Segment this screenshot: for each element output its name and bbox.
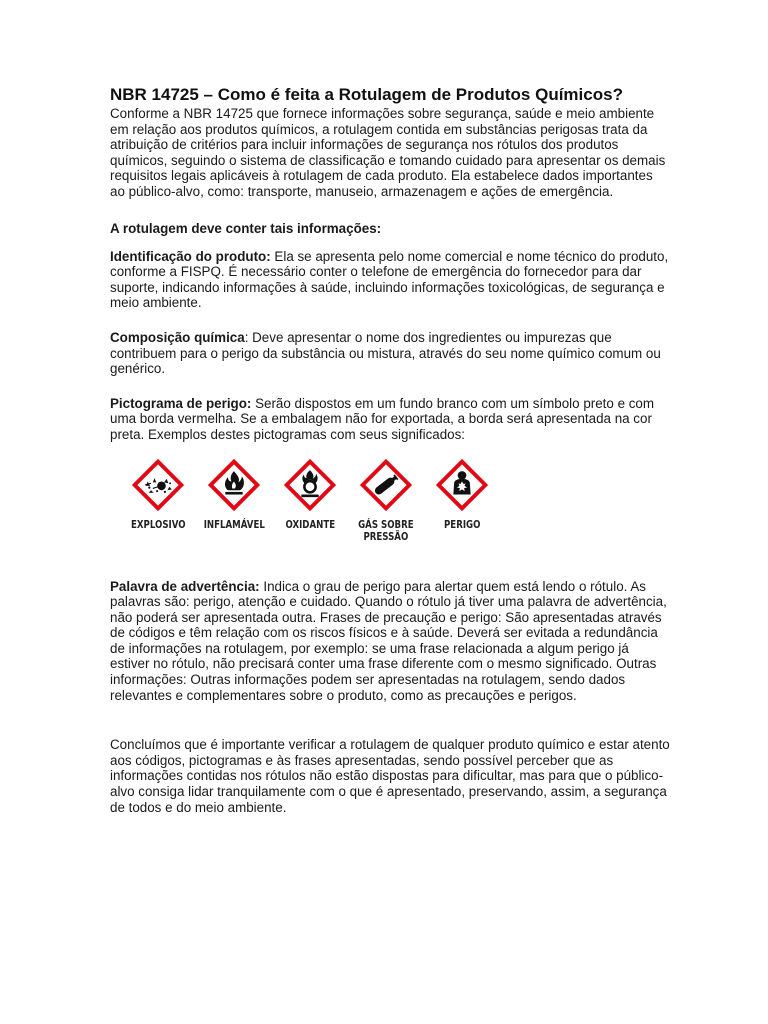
pictograma-paragraph bbox=[110, 396, 670, 443]
pictograma-label: Pictograma de perigo: bbox=[110, 395, 252, 411]
composicao-label: Composição química bbox=[110, 329, 245, 345]
identificacao-label: Identificação do produto: bbox=[110, 248, 271, 264]
identificacao-text: Ela se apresenta pelo nome comercial e nome técnico do produto, conforme a FISPQ. É necessário conter o telefone de emergência do fornecedor para dar suporte, indicando informações à saúde, incluindo informações toxicológicas, de segurança e meio ambiente. bbox=[110, 248, 669, 311]
composicao-text: : Deve apresentar o nome dos ingredientes ou impurezas que contribuem para o perigo da substância ou mistura, através do seu nome químico comum ou genérico. bbox=[110, 329, 661, 377]
pictogram-row bbox=[120, 459, 500, 543]
pictogram-label-gas: GÁS SOBRE PRESSÃO bbox=[358, 518, 414, 543]
pictogram-oxidante bbox=[272, 459, 348, 543]
intro-paragraph: Conforme a NBR 14725 que fornece informações sobre segurança, saúde e meio ambiente em relação aos produtos químicos, a rotulagem contida em substâncias perigosas trata da atribuição de critérios para incluir informações de segurança nos rótulos dos produtos químicos, seguindo o sistema de classificação e tomando cuidado para apresentar os demais requisitos legais aplicáveis à rotulagem de cada produto. Ela estabelece dados importantes ao público-alvo, como: transporte, manuseio, armazenagem e ações de emergência. bbox=[110, 106, 666, 199]
health-hazard-icon bbox=[436, 459, 488, 511]
pictogram-gas-sobre-pressao bbox=[348, 459, 424, 543]
exploding-bomb-icon bbox=[132, 459, 184, 511]
palavra-label: Palavra de advertência: bbox=[110, 578, 260, 594]
palavra-text: Indica o grau de perigo para alertar quem está lendo o rótulo. As palavras são: perigo, atenção e cuidado. Quando o rótulo já tiver uma palavra de advertência, não poderá ser apresentada outra. Frases de precaução e perigo: São apresentadas através de códigos e têm relação com os riscos físicos e à saúde. Deverá ser evitada a redundância de informações na rotulagem, por exemplo: se uma frase relacionada a algum perigo já estiver no rótulo, não precisará conter uma frase diferente com o mesmo significado. Outras informações: Outras informações podem ser apresentadas na rotulagem, sendo dados relevantes e complementares sobre o produto, como as precauções e perigos. bbox=[110, 578, 667, 703]
page-title: NBR 14725 – Como é feita a Rotulagem de Produtos Químicos? bbox=[110, 85, 623, 104]
section-subheading: A rotulagem deve conter tais informações: bbox=[110, 220, 382, 236]
pictograma-text: Serão dispostos em um fundo branco com um símbolo preto e com uma borda vermelha. Se a embalagem não for exportada, a borda será apresentada na cor preta. Exemplos destes pictogramas com seus significados: bbox=[110, 395, 655, 442]
pictogram-label-explosivo: EXPLOSIVO bbox=[130, 518, 186, 531]
composicao-paragraph bbox=[110, 330, 670, 377]
gas-cylinder-icon bbox=[360, 459, 412, 511]
pictogram-explosivo bbox=[120, 459, 196, 543]
pictogram-label-oxidante: OXIDANTE bbox=[285, 518, 335, 531]
identificacao-paragraph bbox=[110, 249, 670, 311]
pictogram-perigo bbox=[424, 459, 500, 543]
flame-over-circle-icon bbox=[284, 459, 336, 511]
document bbox=[110, 84, 670, 815]
pictogram-label-perigo: PERIGO bbox=[443, 518, 481, 531]
palavra-paragraph bbox=[110, 579, 670, 704]
flame-icon bbox=[208, 459, 260, 511]
conclusion-paragraph: Concluímos que é importante verificar a rotulagem de qualquer produto químico e estar atento aos códigos, pictogramas e às frases apresentadas, sendo possível perceber que as informações contidas nos rótulos não estão dispostas para dificultar, mas para que o público-alvo consiga lidar tranquilamente com o que é apresentado, preservando, assim, a segurança de todos e do meio ambiente. bbox=[110, 737, 670, 815]
pictogram-label-inflamavel: INFLAMÁVEL bbox=[203, 518, 265, 531]
pictogram-inflamavel bbox=[196, 459, 272, 543]
